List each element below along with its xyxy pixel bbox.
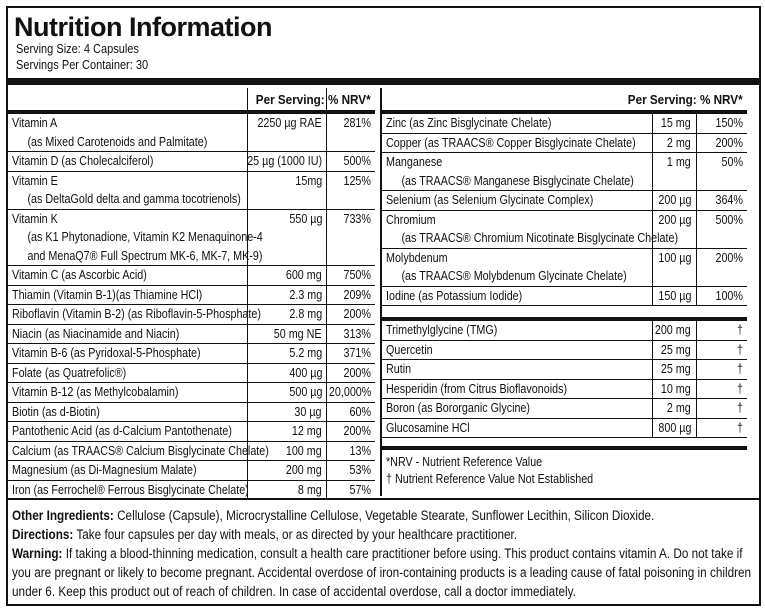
nutrient-name: Zinc (as Zinc Bisglycinate Chelate) [386,116,552,130]
nutrient-name: Vitamin B-12 (as Methylcobalamin) [12,385,179,399]
nutrient-row [8,210,375,267]
nutrient-nrv: 200% [715,135,743,150]
nutrient-row [382,153,747,191]
nutrient-amount: 800 µg [657,420,691,435]
nutrient-nrv: 209% [343,287,371,302]
nutrient-amount: 200 mg [655,323,691,337]
other-ingredients-table [382,321,747,438]
nutrient-source: (as TRAACS® Chromium Nicotinate Bisglycinate Chelate) [401,231,679,245]
nutrient-source: (as Mixed Carotenoids and Palmitate) [27,134,208,149]
directions [12,525,760,544]
other-ingredients-text: Cellulose (Capsule), Microcrystalline Cellulose, Vegetable Stearate, Sunflower Lecithin, Silicon Dioxide. [113,508,655,523]
nutrient-row [8,403,375,423]
nutrient-amount: 25 mg [661,342,691,357]
nutrient-nrv: 313% [343,326,371,341]
nutrient-amount: 2.8 mg [289,307,322,321]
nutrient-row [8,442,375,462]
nutrient-name: Riboflavin (Vitamin B-2) (as Riboflavin-5-Phosphate) [12,307,261,321]
nutrient-name: Vitamin A [12,116,58,130]
nutrient-nrv: † [737,323,743,337]
nutrient-name: Pantothenic Acid (as d-Calcium Pantothenate) [12,424,232,438]
nutrient-amount: 2250 µg RAE [257,116,322,130]
other-ingredients-label: Other Ingredients: [12,508,114,523]
nutrient-name: Biotin (as d-Biotin) [12,404,100,419]
nutrient-row [8,266,375,286]
nutrient-row [8,422,375,442]
per-serving-header: Per Serving: % NRV* [256,92,371,107]
nutrient-nrv: 500% [343,154,371,168]
nutrient-name: Vitamin C (as Ascorbic Acid) [12,268,147,282]
nutrient-amount: 12 mg [292,424,322,438]
nutrient-amount: 100 µg [657,250,691,265]
nutrient-row [8,364,375,384]
section-divider [382,438,747,450]
nutrient-amount: 2.3 mg [289,287,322,302]
nutrient-nrv: † [737,342,743,357]
nutrient-amount: 2 mg [667,135,691,150]
nutrient-row [8,325,375,345]
nutrient-nrv: 125% [343,173,371,188]
nutrient-row [382,341,747,361]
nutrient-name: Manganese [386,155,443,169]
nutrient-row [382,191,747,211]
nutrient-row [382,114,747,134]
nutrient-nrv: † [737,362,743,376]
nutrient-nrv: 20,000% [328,385,371,399]
left-column [8,88,375,500]
nutrient-nrv: 364% [715,193,743,207]
nutrient-amount: 200 mg [286,463,322,477]
nutrient-amount: 15mg [295,173,322,188]
warning-label: Warning: [12,546,63,561]
nutrient-name: Chromium [386,212,436,227]
nutrient-amount: 550 µg [288,211,322,226]
nutrient-source: (as TRAACS® Manganese Bisglycinate Chelate) [401,173,634,188]
nutrient-nrv: 60% [349,404,371,419]
nutrient-row [382,380,747,400]
nutrient-row [8,383,375,403]
directions-text: Take four capsules per day with meals, or as directed by your healthcare practitioner. [73,527,518,542]
nutrient-nrv: 200% [715,250,743,265]
directions-label: Directions: [12,527,74,542]
servings-per-container: Servings Per Container: 30 [16,58,149,72]
left-column-header [8,88,375,110]
nutrient-row [382,321,747,341]
footnotes [382,450,747,488]
nutrient-nrv: 281% [343,116,371,130]
title-divider [8,78,759,85]
nutrient-row [8,152,375,172]
nutrient-row [8,461,375,481]
nutrient-amount: 600 mg [286,268,322,282]
nutrient-nrv: 50% [721,155,743,169]
nutrient-name: Trimethylglycine (TMG) [386,323,498,337]
right-nutrient-table [382,110,747,306]
nutrient-name: Boron (as Bororganic Glycine) [386,401,530,415]
right-column [380,88,747,496]
nutrient-nrv: 150% [715,116,743,130]
nutrient-name: Vitamin K [12,211,58,226]
nutrient-row [382,399,747,419]
nutrient-nrv: † [737,381,743,396]
nutrient-row [382,249,747,287]
nutrient-amount: 200 µg [657,193,691,207]
nutrient-nrv: 200% [343,307,371,321]
warning-text: If taking a blood-thinning medication, consult a health care practitioner before using. This product contains vitamin A. Do not take if you are pregnant or likely to become pregnant. Accidental overdose of iron-containing products is a leading cause of fatal poisoning in children under 6. Keep this product out of reach of children. In case of accidental overdose, call a doctor immediately. [12,546,752,599]
nutrient-name: Molybdenum [386,250,448,265]
nutrient-name: Iron (as Ferrochel® Ferrous Bisglycinate Chelate) [12,482,249,497]
nutrient-name: Iodine (as Potassium Iodide) [386,288,523,303]
nutrient-source: and MenaQ7® Full Spectrum MK-6, MK-7, MK-9) [27,248,263,263]
nutrient-nrv: 500% [715,212,743,227]
nutrient-nrv: 200% [343,424,371,438]
warning [12,544,760,601]
nutrient-row [382,419,747,439]
footnote-nrv: *NRV - Nutrient Reference Value [386,455,543,469]
nutrient-amount: 25 mg [661,362,691,376]
nutrient-name: Calcium (as TRAACS® Calcium Bisglycinate Chelate) [12,443,269,458]
nutrient-amount: 50 mg NE [274,326,322,341]
other-ingredients [12,506,760,525]
section-divider [382,306,747,321]
nutrient-nrv: 371% [343,346,371,360]
nutrient-nrv: 13% [349,443,371,458]
footnote-not-established: † Nutrient Reference Value Not Established [386,472,594,486]
nutrient-amount: 8 mg [298,482,322,497]
nutrient-nrv: 57% [349,482,371,497]
left-nutrient-table [8,110,375,500]
nutrient-amount: 500 µg [288,385,322,399]
nutrient-nrv: 200% [343,365,371,380]
nutrient-row [382,211,747,249]
nutrient-row [8,286,375,306]
nutrient-row [8,305,375,325]
nutrient-amount: 10 mg [661,381,691,396]
nutrient-name: Thiamin (Vitamin B-1)(as Thiamine HCl) [12,287,203,302]
nutrient-name: Magnesium (as Di-Magnesium Malate) [12,463,197,477]
nutrient-row [8,172,375,210]
nutrient-amount: 2 mg [667,401,691,415]
per-serving-header: Per Serving: % NRV* [628,92,743,107]
nutrient-amount: 30 µg [294,404,322,419]
nutrient-amount: 25 µg (1000 IU) [247,154,322,168]
nutrition-label [6,6,761,606]
nutrient-amount: 150 µg [657,288,691,303]
nutrient-row [8,344,375,364]
nutrient-amount: 5.2 mg [289,346,322,360]
label-text-section [8,498,759,601]
nutrient-name: Rutin [386,362,412,376]
nutrient-name: Vitamin D (as Cholecalciferol) [12,154,154,168]
nutrient-name: Vitamin E [12,173,58,188]
nutrient-amount: 200 µg [657,212,691,227]
nutrient-name: Hesperidin (from Citrus Bioflavonoids) [386,381,568,396]
nutrient-nrv: 733% [343,211,371,226]
nutrient-name: Folate (as Quatrefolic®) [12,365,127,380]
nutrient-nrv: 100% [715,288,743,303]
right-column-header [382,88,747,110]
nutrient-name: Vitamin B-6 (as Pyridoxal-5-Phosphate) [12,346,201,360]
nutrient-row [382,287,747,307]
serving-size: Serving Size: 4 Capsules [16,42,139,56]
nutrient-name: Niacin (as Niacinamide and Niacin) [12,326,180,341]
nutrient-nrv: † [737,401,743,415]
nutrient-amount: 15 mg [661,116,691,130]
nutrient-source: (as DeltaGold delta and gamma tocotrienols) [27,192,241,206]
nutrient-name: Selenium (as Selenium Glycinate Complex) [386,193,594,207]
nutrient-name: Quercetin [386,342,433,357]
nutrient-source: (as TRAACS® Molybdenum Glycinate Chelate) [401,269,627,283]
nutrient-amount: 100 mg [286,443,322,458]
nutrient-row [382,360,747,380]
nutrient-name: Copper (as TRAACS® Copper Bisglycinate Chelate) [386,135,636,150]
nutrient-name: Glucosamine HCl [386,420,470,435]
nutrient-row [382,134,747,154]
page-title: Nutrition Information [14,12,272,42]
nutrient-row [8,114,375,152]
nutrient-amount: 400 µg [288,365,322,380]
nutrient-amount: 1 mg [667,155,691,169]
nutrient-nrv: † [737,420,743,435]
nutrient-nrv: 750% [343,268,371,282]
nutrient-source: (as K1 Phytonadione, Vitamin K2 Menaquinone-4 [27,230,263,244]
nutrient-nrv: 53% [349,463,371,477]
